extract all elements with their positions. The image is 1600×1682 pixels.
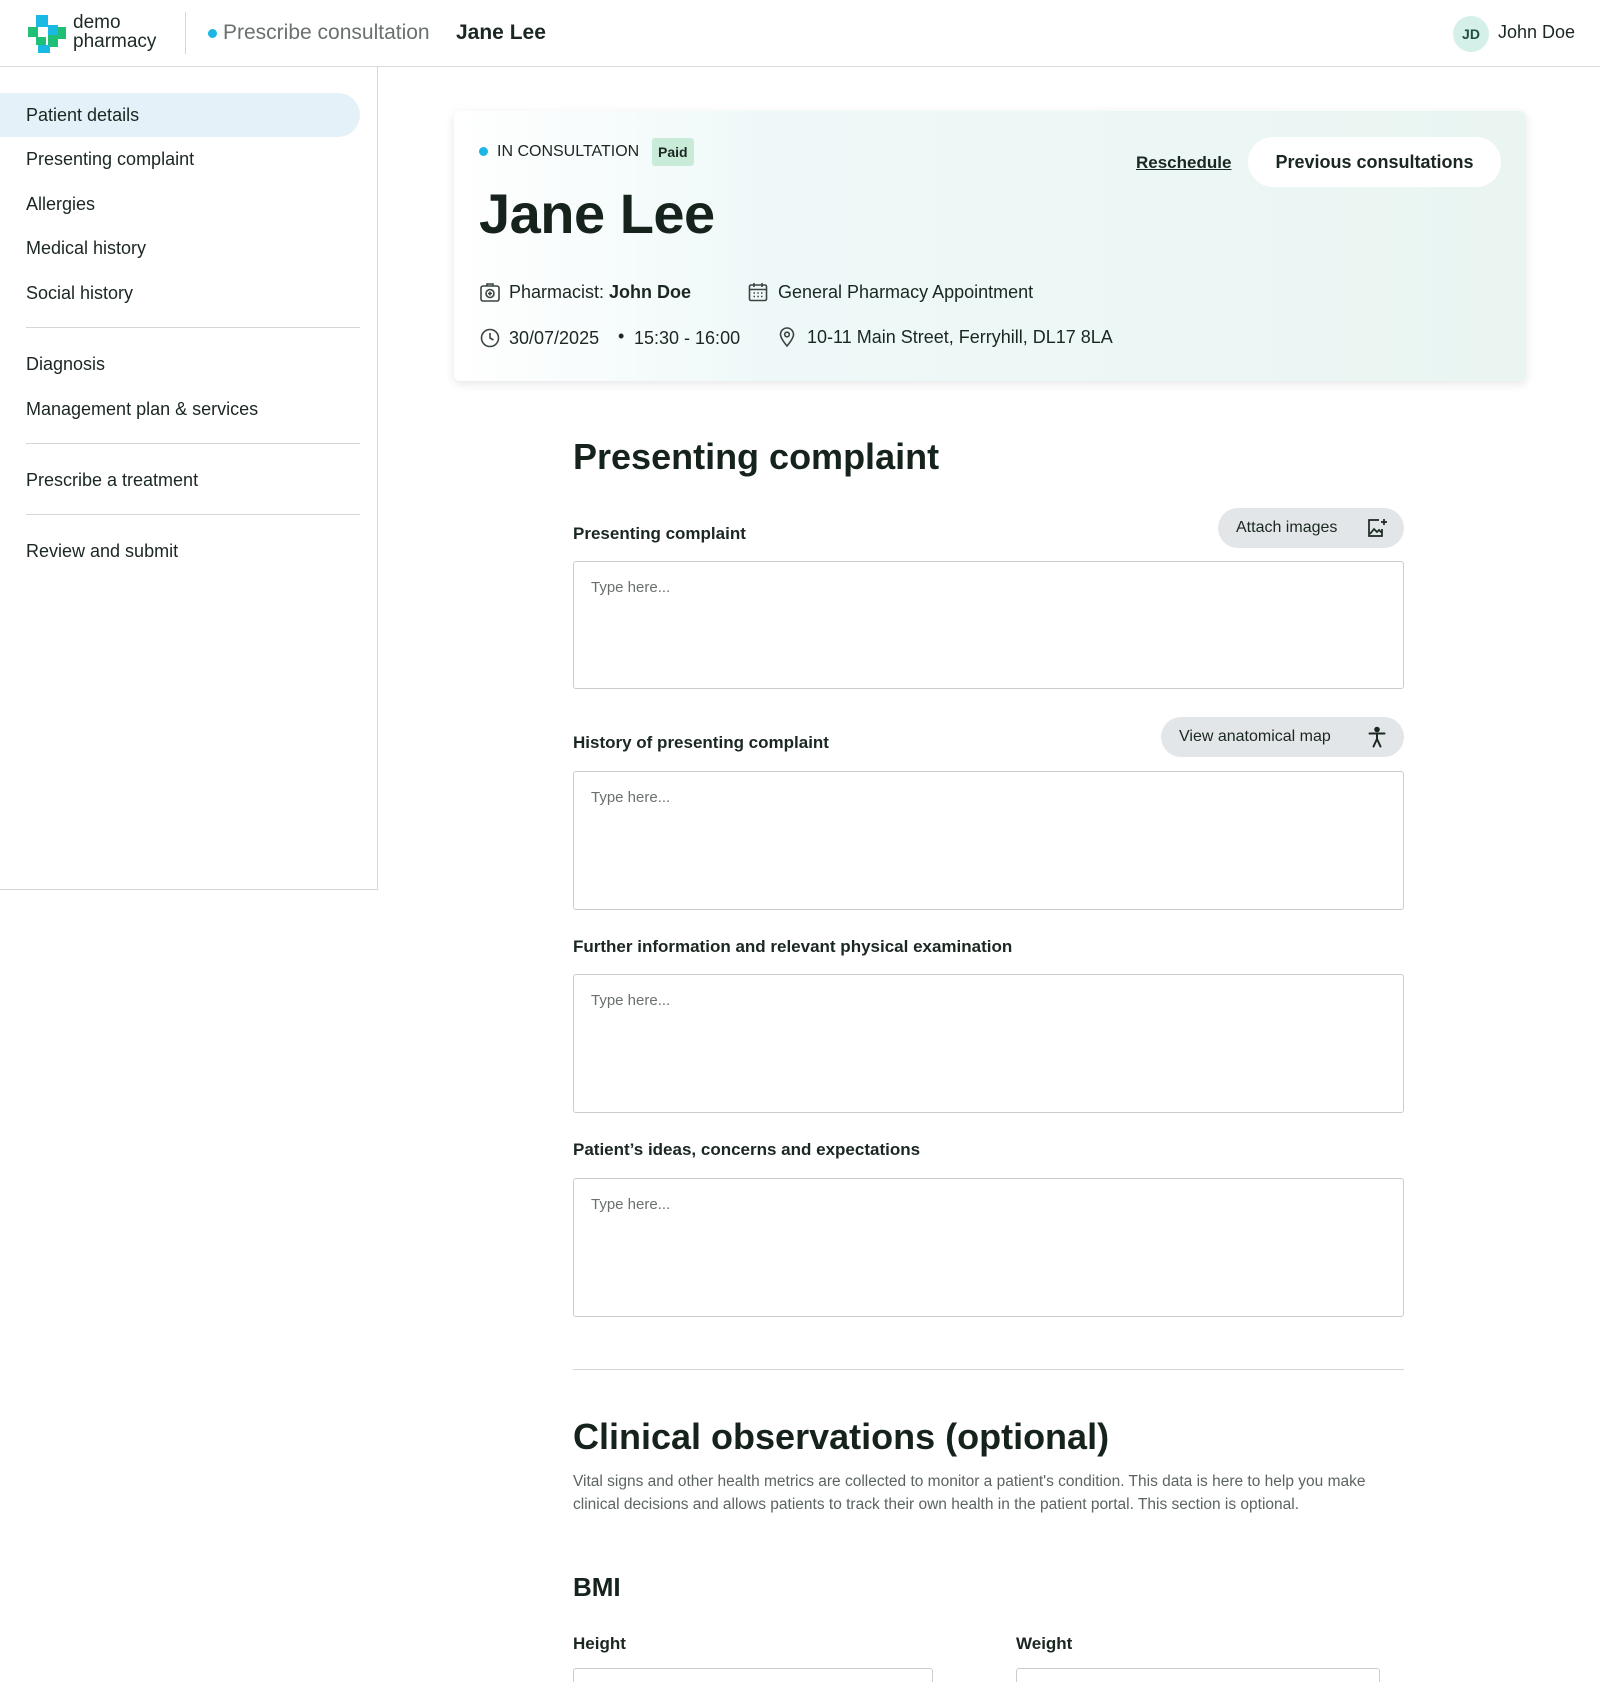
ideas-concerns-input[interactable] — [573, 1178, 1404, 1317]
patient-name: Jane Lee — [479, 182, 715, 245]
presenting-complaint-input[interactable] — [573, 561, 1404, 689]
appointment-time: 15:30 - 16:00 — [634, 328, 741, 348]
presenting-complaint-heading: Presenting complaint — [573, 436, 940, 477]
sidebar-item-presenting-complaint[interactable]: Presenting complaint — [26, 149, 195, 169]
pharmacist-info: Pharmacist: John Doe — [509, 282, 692, 302]
breadcrumb-patient: Jane Lee — [456, 21, 546, 44]
sidebar-divider — [26, 327, 360, 328]
pharmacy-logo-icon[interactable] — [26, 13, 68, 55]
pharmacist-name: John Doe — [609, 282, 692, 302]
height-label: Height — [573, 1634, 626, 1653]
sidebar-item-management-plan[interactable]: Management plan & services — [26, 399, 259, 419]
sidebar — [0, 67, 378, 890]
breadcrumb: Prescribe consultation — [223, 21, 430, 44]
human-figure-icon — [1366, 726, 1388, 748]
payment-status-badge: Paid — [652, 138, 694, 166]
pharmacy-address: 10-11 Main Street, Ferryhill, DL17 8LA — [807, 327, 1113, 347]
user-name[interactable]: John Doe — [1498, 22, 1576, 42]
add-image-icon — [1366, 517, 1388, 539]
pharmacist-bag-icon — [479, 281, 501, 303]
sidebar-item-review-submit[interactable]: Review and submit — [26, 541, 179, 561]
date-separator: • — [618, 326, 625, 346]
clinical-observations-heading: Clinical observations (optional) — [573, 1416, 1110, 1457]
brand-name: demo pharmacy — [73, 12, 157, 52]
avatar[interactable]: JD — [1453, 16, 1489, 52]
reschedule-link[interactable]: Reschedule — [1136, 153, 1232, 172]
sidebar-divider — [26, 514, 360, 515]
sidebar-item-medical-history[interactable]: Medical history — [26, 238, 147, 258]
presenting-complaint-label: Presenting complaint — [573, 524, 746, 543]
bmi-heading: BMI — [573, 1572, 621, 1602]
sidebar-item-diagnosis[interactable]: Diagnosis — [26, 354, 106, 374]
attach-images-button[interactable] — [1218, 508, 1404, 548]
weight-input[interactable] — [1016, 1668, 1380, 1682]
view-anatomical-map-button[interactable] — [1161, 717, 1404, 757]
previous-consultations-button[interactable]: Previous consultations — [1248, 137, 1501, 187]
appointment-date: 30/07/2025 — [509, 328, 600, 348]
weight-label: Weight — [1016, 1634, 1073, 1653]
patient-summary-card — [454, 111, 1526, 381]
status-dot — [479, 147, 488, 156]
sidebar-item-patient-details[interactable]: Patient details — [0, 93, 360, 137]
appointment-type: General Pharmacy Appointment — [778, 282, 1034, 302]
history-presenting-complaint-input[interactable] — [573, 771, 1404, 910]
clinical-observations-description: Vital signs and other health metrics are collected to monitor a patient's condition. This data is here to help you make clinical decisions and allows patients to track their own health in the patient portal. This section is optional. — [573, 1473, 1366, 1513]
history-presenting-complaint-label: History of presenting complaint — [573, 733, 829, 752]
clock-icon — [479, 327, 501, 349]
anatomical-map-label: View anatomical map — [1179, 728, 1331, 745]
sidebar-item-social-history[interactable]: Social history — [26, 283, 134, 303]
height-input[interactable] — [573, 1668, 933, 1682]
location-pin-icon — [776, 326, 798, 348]
top-bar — [0, 0, 1600, 67]
breadcrumb-status-dot — [208, 29, 217, 38]
consultation-status: IN CONSULTATION — [497, 143, 640, 160]
attach-images-label: Attach images — [1236, 519, 1338, 536]
sidebar-divider — [26, 443, 360, 444]
sidebar-item-prescribe-treatment[interactable]: Prescribe a treatment — [26, 470, 199, 490]
ideas-concerns-label: Patient’s ideas, concerns and expectations — [573, 1140, 921, 1159]
section-divider — [573, 1369, 1404, 1370]
header-divider — [185, 12, 186, 54]
further-information-label: Further information and relevant physical examination — [573, 937, 1013, 956]
calendar-icon — [747, 281, 769, 303]
further-information-input[interactable] — [573, 974, 1404, 1113]
sidebar-item-allergies[interactable]: Allergies — [26, 194, 96, 214]
